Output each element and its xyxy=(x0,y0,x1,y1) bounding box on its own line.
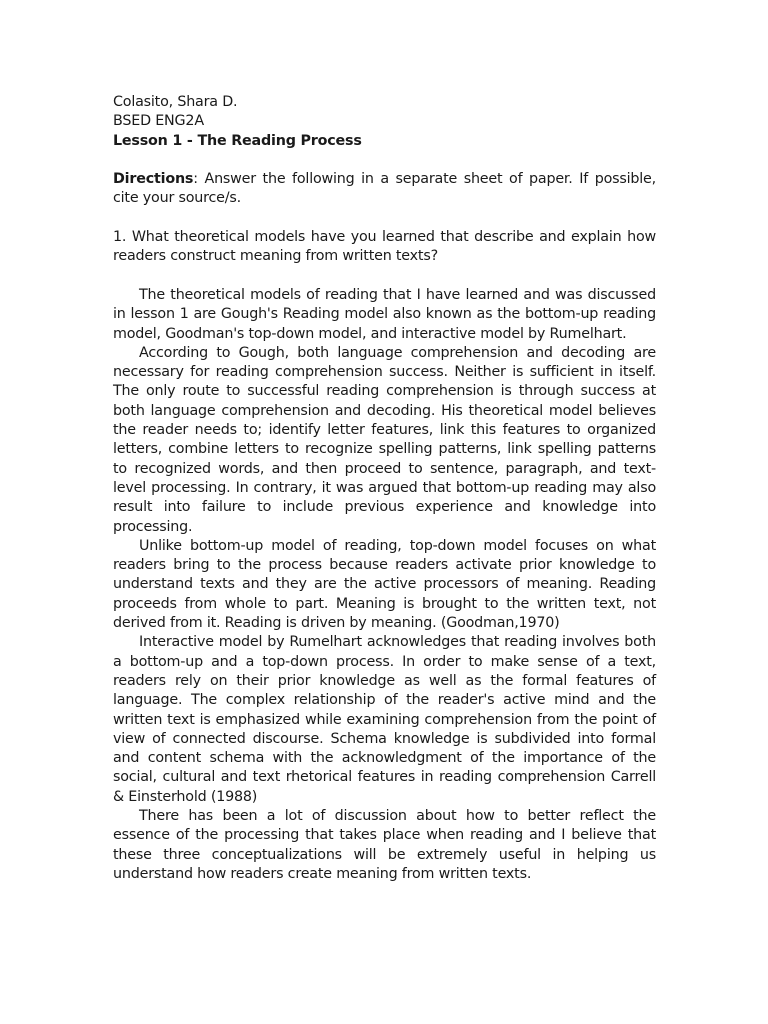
document-body xyxy=(113,93,656,884)
answer-paragraph-gough: According to Gough, both language comprehension and decoding are necessary for reading comprehension success. Neither is sufficient in itself. The only route to successful reading comprehension is through success at both language comprehension and decoding. His theoretical model believes the reader needs to; identify letter features, link this features to organized letters, combine letters to recognize spelling patterns, link spelling patterns to recognized words, and then proceed to sentence, paragraph, and text-level processing. In contrary, it was argued that bottom-up reading may also result into failure to include previous experience and knowledge into processing. xyxy=(113,344,656,535)
directions-label: Directions xyxy=(113,171,194,188)
answer-paragraph-intro: The theoretical models of reading that I have learned and was discussed in lesson 1 are Gough's Reading model also known as the bottom-up reading model, Goodman's top-down model, and interactive model by Rumelhart. xyxy=(113,286,656,342)
directions-text: : Answer the following in a separate sheet of paper. If possible, cite your source/s. xyxy=(113,171,656,207)
answer-paragraph-goodman: Unlike bottom-up model of reading, top-down model focuses on what readers bring to the process because readers activate prior knowledge to understand texts and they are the active processors of meaning. Reading proceeds from whole to part. Meaning is brought to the written text, not derived from it. Reading is driven by meaning. (Goodman,1970) xyxy=(113,537,656,632)
answer-paragraph-rumelhart: Interactive model by Rumelhart acknowledges that reading involves both a bottom-up and a top-down process. In order to make sense of a text, readers rely on their prior knowledge as well as the formal features of language. The complex relationship of the reader's active mind and the written text is emphasized while examining comprehension from the point of view of connected discourse. Schema knowledge is subdivided into formal and content schema with the acknowledgment of the importance of the social, cultural and text rhetorical features in reading comprehension Carrell & Einsterhold (1988) xyxy=(113,634,656,805)
lesson-title: Lesson 1 - The Reading Process xyxy=(113,132,362,149)
course-section: BSED ENG2A xyxy=(113,113,204,130)
spacer xyxy=(113,151,656,170)
question-text: 1. What theoretical models have you learned that describe and explain how readers construct meaning from written texts? xyxy=(113,229,656,265)
directions-paragraph xyxy=(113,170,656,209)
spacer xyxy=(113,267,656,286)
spacer xyxy=(113,209,656,228)
student-name: Colasito, Shara D. xyxy=(113,94,238,110)
answer-paragraph-conclusion: There has been a lot of discussion about how to better reflect the essence of the processing that takes place when reading and I believe that these three conceptualizations will be extremely useful in helping us understand how readers create meaning from written texts. xyxy=(113,807,656,882)
